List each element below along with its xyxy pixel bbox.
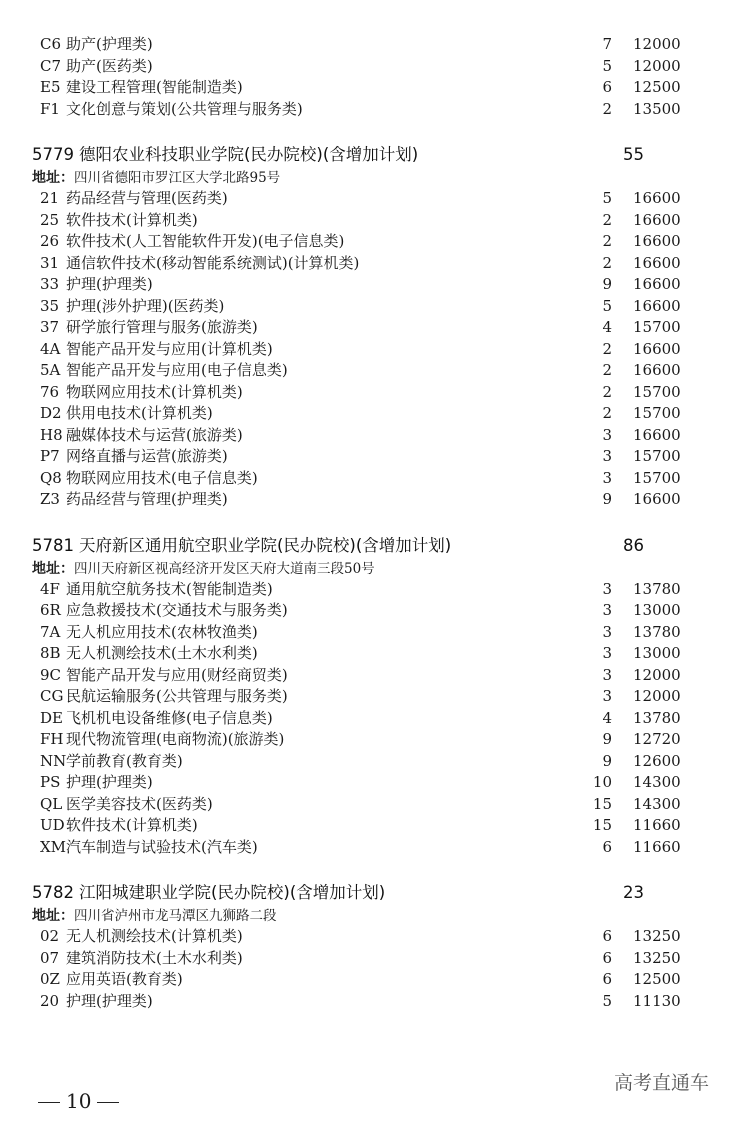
major-count: 3 [602,447,612,465]
major-row [0,274,756,295]
major-name: 民航运输服务(公共管理与服务类) [66,687,288,705]
major-count: 5 [602,296,612,315]
school-header [32,881,732,905]
major-code: FH [40,730,64,748]
school-code: 5782 [32,883,74,902]
major-row [0,643,756,664]
major-name: 文化创意与策划(公共管理与服务类) [66,99,303,118]
major-name: 药品经营与管理(医药类) [66,189,228,207]
major-fee: 11660 [633,816,681,834]
major-fee: 15700 [633,318,681,336]
major-code: 21 [40,189,60,207]
major-count: 3 [602,425,612,444]
major-count: 5 [602,991,612,1010]
major-row [0,991,756,1012]
major-code: 33 [40,275,60,293]
major-count: 3 [602,579,612,598]
major-name: 护理(护理类) [66,275,153,293]
major-row [0,403,756,424]
major-name: 护理(护理类) [66,991,153,1010]
major-code: CG [40,687,64,705]
address-label: 地址： [32,170,74,186]
address-value: 四川省德阳市罗江区大学北路95号 [74,170,281,186]
major-code: E5 [40,78,61,96]
school-name: 江阳城建职业学院(民办院校)(含增加计划) [79,883,386,902]
major-count: 2 [602,210,612,229]
major-name: 智能产品开发与应用(计算机类) [66,339,273,358]
major-name: 软件技术(人工智能软件开发)(电子信息类) [66,232,345,250]
school-total: 55 [623,145,644,164]
major-name: 应急救援技术(交通技术与服务类) [66,601,288,619]
major-code: C6 [40,35,62,53]
major-code: DE [40,708,63,727]
school-address [32,559,375,579]
major-row [0,425,756,446]
major-fee: 16600 [633,490,681,508]
major-count: 9 [602,275,612,293]
page-footer [32,1088,125,1114]
major-count: 2 [602,382,612,401]
major-count: 6 [602,970,612,988]
major-fee: 16600 [633,361,681,379]
major-row [0,969,756,990]
major-name: 软件技术(计算机类) [66,816,198,834]
major-count: 4 [602,318,612,336]
page-number: 10 [66,1089,92,1113]
major-code: D2 [40,404,62,422]
major-name: 物联网应用技术(计算机类) [66,382,243,401]
major-fee: 13500 [633,99,681,118]
major-count: 3 [602,601,612,619]
major-code: 26 [40,232,60,250]
address-value: 四川省泸州市龙马潭区九狮路二段 [74,908,277,924]
major-row [0,56,756,77]
major-code: NN [40,751,67,770]
major-fee: 13250 [633,948,681,967]
major-fee: 16600 [633,210,681,229]
major-fee: 16600 [633,275,681,293]
major-code: 20 [40,991,60,1010]
major-count: 6 [602,948,612,967]
major-row [0,600,756,621]
major-row [0,815,756,836]
major-fee: 15700 [633,404,681,422]
major-count: 15 [592,794,612,813]
major-count: 3 [602,622,612,641]
major-count: 6 [602,78,612,96]
major-row [0,382,756,403]
major-code: PS [40,773,61,791]
major-code: UD [40,816,65,834]
major-row [0,622,756,643]
major-row [0,296,756,317]
major-name: 软件技术(计算机类) [66,210,198,229]
major-code: 5A [40,361,61,379]
major-count: 3 [602,468,612,487]
major-code: F1 [40,99,60,118]
major-row [0,794,756,815]
major-name: 供用电技术(计算机类) [66,404,213,422]
school-header [32,143,732,167]
major-count: 3 [602,644,612,662]
major-row [0,772,756,793]
major-row [0,948,756,969]
major-fee: 13780 [633,708,681,727]
major-count: 3 [602,687,612,705]
address-label: 地址： [32,560,74,577]
major-count: 2 [602,232,612,250]
major-code: 35 [40,296,60,315]
major-count: 9 [602,751,612,770]
major-row [0,686,756,707]
major-code: 76 [40,382,60,401]
major-code: 7A [40,622,61,641]
major-row [0,231,756,252]
major-name: 应用英语(教育类) [66,970,183,988]
major-row [0,579,756,600]
school-total: 86 [623,535,644,555]
major-name: 智能产品开发与应用(电子信息类) [66,361,288,379]
major-row [0,837,756,858]
major-count: 2 [602,339,612,358]
major-fee: 13000 [633,644,681,662]
footer-dash-left [38,1102,60,1104]
major-row [0,708,756,729]
major-code: 07 [40,948,60,967]
major-fee: 12000 [633,56,681,75]
major-code: XM [40,837,67,856]
major-count: 9 [602,730,612,748]
major-count: 3 [602,665,612,684]
major-name: 学前教育(教育类) [66,751,183,770]
major-fee: 12000 [633,665,681,684]
major-fee: 12600 [633,751,681,770]
major-name: 无人机测绘技术(计算机类) [66,927,243,945]
footer-dash-right [97,1102,119,1104]
major-code: 4F [40,579,60,598]
major-fee: 12000 [633,35,681,53]
major-count: 5 [602,189,612,207]
major-count: 10 [592,773,612,791]
major-name: 药品经营与管理(护理类) [66,490,228,508]
major-fee: 16600 [633,425,681,444]
major-name: 无人机应用技术(农林牧渔类) [66,622,258,641]
major-fee: 13780 [633,579,681,598]
major-name: 无人机测绘技术(土木水利类) [66,644,258,662]
major-fee: 16600 [633,189,681,207]
school-code: 5781 [32,535,74,555]
major-row [0,210,756,231]
major-fee: 11130 [633,991,681,1010]
school-name: 天府新区通用航空职业学院(民办院校)(含增加计划) [79,535,452,555]
major-fee: 13250 [633,927,681,945]
address-label: 地址： [32,908,74,924]
major-count: 5 [602,56,612,75]
major-name: 通用航空航务技术(智能制造类) [66,579,273,598]
major-name: 飞机机电设备维修(电子信息类) [66,708,273,727]
major-code: 37 [40,318,60,336]
major-name: 汽车制造与试验技术(汽车类) [66,837,258,856]
major-count: 2 [602,253,612,272]
major-code: H8 [40,425,63,444]
major-row [0,751,756,772]
major-row [0,34,756,55]
major-count: 2 [602,361,612,379]
watermark: 高考直通车 [614,1072,710,1094]
major-fee: 16600 [633,339,681,358]
major-code: 02 [40,927,60,945]
major-name: 物联网应用技术(电子信息类) [66,468,258,487]
major-fee: 15700 [633,382,681,401]
major-name: 融媒体技术与运营(旅游类) [66,425,243,444]
major-code: QL [40,794,63,813]
major-code: 31 [40,253,60,272]
major-fee: 14300 [633,773,681,791]
major-fee: 12500 [633,970,681,988]
major-count: 7 [602,35,612,53]
major-fee: 12000 [633,687,681,705]
major-fee: 13000 [633,601,681,619]
major-name: 护理(涉外护理)(医药类) [66,296,225,315]
school-code: 5779 [32,145,74,164]
major-row [0,926,756,947]
major-fee: 16600 [633,296,681,315]
major-fee: 12500 [633,78,681,96]
major-code: 0Z [40,970,60,988]
major-name: 建设工程管理(智能制造类) [66,78,243,96]
major-name: 通信软件技术(移动智能系统测试)(计算机类) [66,253,360,272]
major-name: 现代物流管理(电商物流)(旅游类) [66,730,285,748]
major-name: 助产(医药类) [66,56,153,75]
major-fee: 11660 [633,837,681,856]
major-name: 医学美容技术(医药类) [66,794,213,813]
major-name: 网络直播与运营(旅游类) [66,447,228,465]
major-row [0,188,756,209]
major-row [0,253,756,274]
major-row [0,729,756,750]
major-name: 研学旅行管理与服务(旅游类) [66,318,258,336]
major-row [0,489,756,510]
school-address [32,906,277,926]
major-code: P7 [40,447,60,465]
school-address [32,168,280,188]
major-row [0,360,756,381]
major-row [0,317,756,338]
major-fee: 12720 [633,730,681,748]
major-fee: 13780 [633,622,681,641]
school-header [32,534,732,558]
major-name: 智能产品开发与应用(财经商贸类) [66,665,288,684]
major-count: 2 [602,99,612,118]
major-row [0,77,756,98]
major-code: 9C [40,665,62,684]
major-fee: 16600 [633,232,681,250]
major-fee: 16600 [633,253,681,272]
major-fee: 15700 [633,468,681,487]
major-row [0,99,756,120]
major-row [0,339,756,360]
major-code: 4A [40,339,61,358]
major-code: 6R [40,601,61,619]
major-count: 15 [592,816,612,834]
major-code: Q8 [40,468,62,487]
major-code: C7 [40,56,62,75]
school-name: 德阳农业科技职业学院(民办院校)(含增加计划) [79,145,419,164]
major-row [0,665,756,686]
major-count: 2 [602,404,612,422]
school-total: 23 [623,883,644,902]
major-row [0,446,756,467]
major-name: 建筑消防技术(土木水利类) [66,948,243,967]
address-value: 四川天府新区视高经济开发区天府大道南三段50号 [74,560,375,577]
major-row [0,468,756,489]
major-code: 25 [40,210,60,229]
major-code: Z3 [40,490,60,508]
major-count: 4 [602,708,612,727]
major-count: 9 [602,490,612,508]
major-name: 助产(护理类) [66,35,153,53]
major-count: 6 [602,837,612,856]
major-fee: 15700 [633,447,681,465]
major-code: 8B [40,644,61,662]
major-count: 6 [602,927,612,945]
major-name: 护理(护理类) [66,773,153,791]
major-fee: 14300 [633,794,681,813]
